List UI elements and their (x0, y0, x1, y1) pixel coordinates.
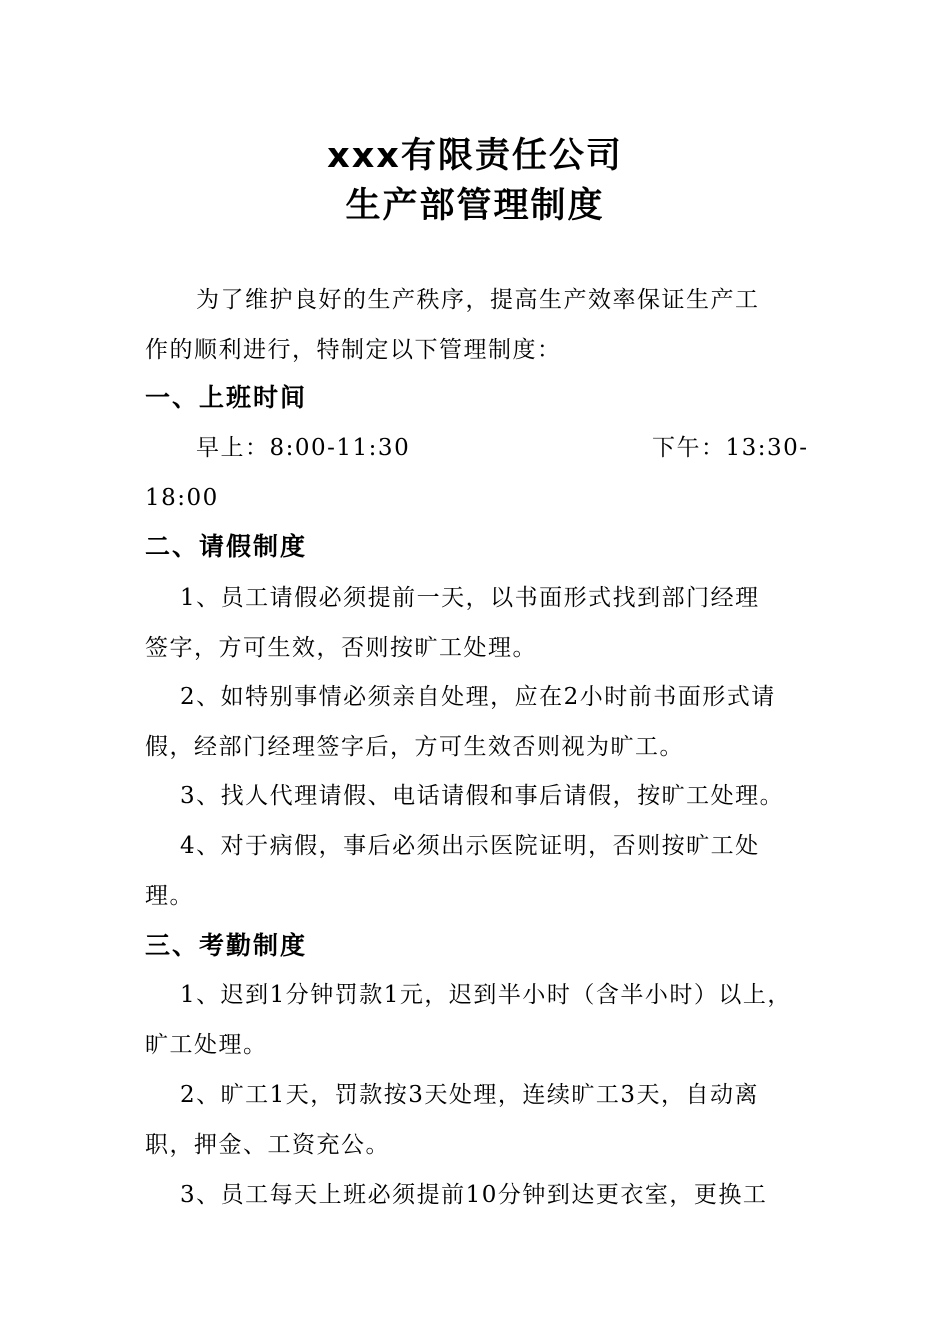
leave-item-2-line-2: 假，经部门经理签字后，方可生效否则视为旷工。 (145, 734, 684, 760)
section-heading-attendance: 三、考勤制度 (145, 931, 308, 960)
leave-item-2-line-1: 2、如特别事情必须亲自处理，应在2小时前书面形式请 (180, 684, 776, 710)
attendance-item-1-line-1: 1、迟到1分钟罚款1元，迟到半小时（含半小时）以上， (180, 982, 792, 1008)
company-title: xxx有限责任公司 (327, 136, 623, 176)
document-title: 生产部管理制度 (345, 186, 605, 226)
afternoon-hours-end: 18:00 (145, 485, 219, 511)
section-heading-leave: 二、请假制度 (145, 532, 308, 561)
leave-item-1-line-1: 1、员工请假必须提前一天，以书面形式找到部门经理 (180, 585, 760, 611)
leave-item-3-line-1: 3、找人代理请假、电话请假和事后请假，按旷工处理。 (180, 783, 785, 809)
attendance-item-1-line-2: 旷工处理。 (145, 1032, 268, 1058)
afternoon-hours: 下午：13:30- (652, 435, 809, 461)
attendance-item-2-line-1: 2、旷工1天，罚款按3天处理，连续旷工3天，自动离 (180, 1082, 760, 1108)
leave-item-4-line-2: 理。 (145, 883, 194, 909)
intro-line-2: 作的顺利进行，特制定以下管理制度： (145, 337, 562, 363)
morning-hours: 早上：8:00-11:30 (196, 435, 411, 461)
leave-item-1-line-2: 签字，方可生效，否则按旷工处理。 (145, 635, 537, 661)
section-heading-work-hours: 一、上班时间 (145, 383, 308, 412)
leave-item-4-line-1: 4、对于病假，事后必须出示医院证明，否则按旷工处 (180, 833, 760, 859)
attendance-item-2-line-2: 职，押金、工资充公。 (145, 1132, 390, 1158)
intro-line-1: 为了维护良好的生产秩序，提高生产效率保证生产工 (196, 287, 760, 313)
attendance-item-3-line-1: 3、员工每天上班必须提前10分钟到达更衣室，更换工 (180, 1182, 768, 1208)
